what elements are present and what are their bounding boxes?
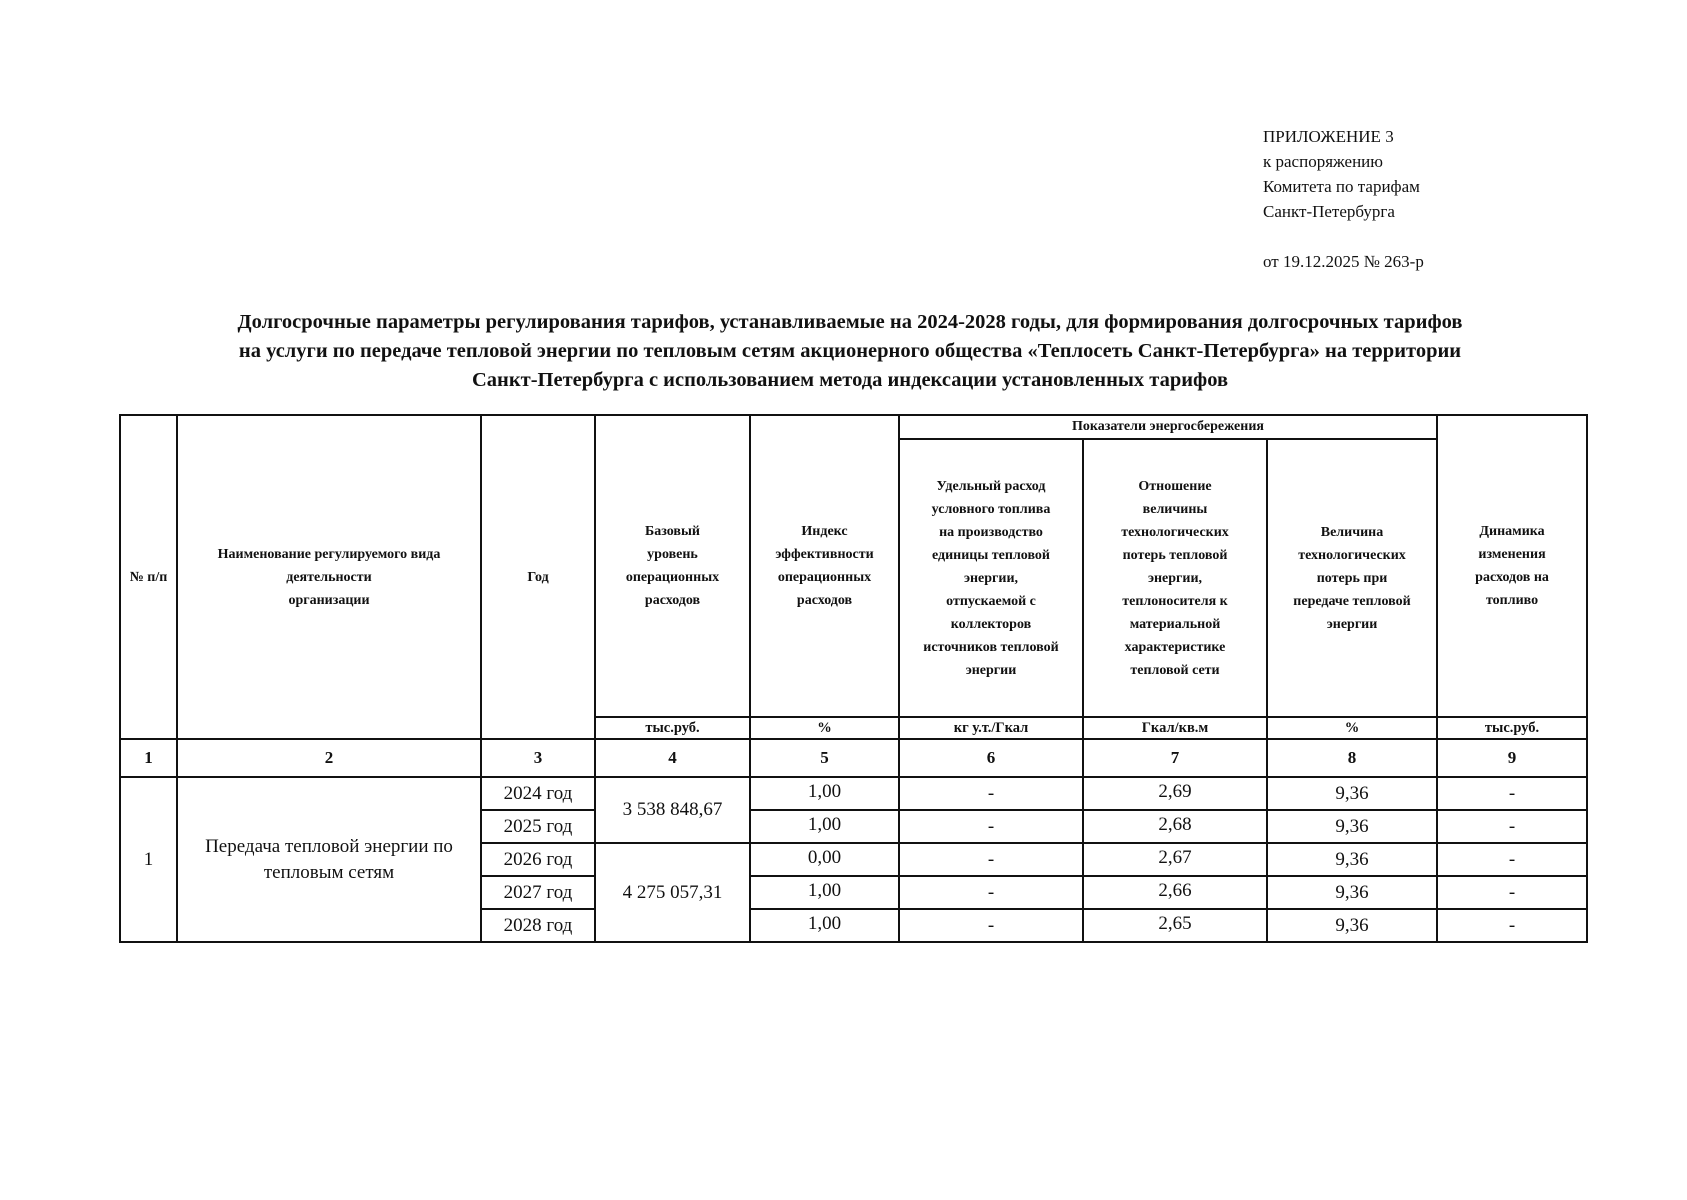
- col-number: 7: [1083, 739, 1267, 777]
- unit-loss: %: [1267, 717, 1437, 739]
- dyn-cell: -: [1437, 777, 1587, 810]
- ratio-cell: 2,68: [1083, 810, 1267, 843]
- base-opex-value: 3 538 848,67: [595, 777, 750, 843]
- index-cell: 1,00: [750, 810, 899, 843]
- year-cell: 2025 год: [481, 810, 595, 843]
- header-efficiency-index: Индекс эффективности операционных расходов: [750, 415, 899, 717]
- document-title: [120, 308, 1580, 395]
- fuel-cell: -: [899, 810, 1083, 843]
- loss-cell: 9,36: [1267, 777, 1437, 810]
- table-row: [120, 777, 1587, 810]
- dyn-cell: -: [1437, 810, 1587, 843]
- year-cell: 2024 год: [481, 777, 595, 810]
- appendix-block: [1263, 124, 1424, 274]
- unit-fuel: кг у.т./Гкал: [899, 717, 1083, 739]
- dyn-cell: -: [1437, 843, 1587, 876]
- appendix-committee: Комитета по тарифам: [1263, 177, 1420, 196]
- header-num: № п/п: [120, 415, 177, 739]
- unit-ratio: Гкал/кв.м: [1083, 717, 1267, 739]
- loss-cell: 9,36: [1267, 843, 1437, 876]
- col-number: 1: [120, 739, 177, 777]
- unit-base: тыс.руб.: [595, 717, 750, 739]
- activity-name: Передача тепловой энергии по тепловым сетям: [177, 777, 481, 942]
- col-number: 4: [595, 739, 750, 777]
- header-activity-name: Наименование регулируемого вида деятельности организации: [177, 415, 481, 739]
- header-loss-ratio: Отношение величины технологических потерь тепловой энергии, теплоносителя к материальной характеристике тепловой сети: [1083, 439, 1267, 717]
- header-tech-losses: Величина технологических потерь при передаче тепловой энергии: [1267, 439, 1437, 717]
- appendix-date: от 19.12.2025 № 263-р: [1263, 252, 1424, 271]
- ratio-cell: 2,67: [1083, 843, 1267, 876]
- dyn-cell: -: [1437, 876, 1587, 909]
- title-line: на услуги по передаче тепловой энергии по тепловым сетям акционерного общества «Теплосеть Санкт-Петербурга» на территории: [238, 340, 1462, 362]
- year-cell: 2026 год: [481, 843, 595, 876]
- fuel-cell: -: [899, 909, 1083, 942]
- header-energy-saving-group: Показатели энергосбережения: [899, 415, 1437, 439]
- appendix-order: к распоряжению: [1263, 152, 1383, 171]
- year-cell: 2027 год: [481, 876, 595, 909]
- col-number: 2: [177, 739, 481, 777]
- title-line: Санкт-Петербурга с использованием метода индексации установленных тарифов: [471, 369, 1229, 391]
- loss-cell: 9,36: [1267, 909, 1437, 942]
- appendix-city: Санкт-Петербурга: [1263, 202, 1395, 221]
- header-base-opex: Базовый уровень операционных расходов: [595, 415, 750, 717]
- unit-dyn: тыс.руб.: [1437, 717, 1587, 739]
- loss-cell: 9,36: [1267, 810, 1437, 843]
- row-number: 1: [120, 777, 177, 942]
- fuel-cell: -: [899, 777, 1083, 810]
- col-number: 9: [1437, 739, 1587, 777]
- unit-index: %: [750, 717, 899, 739]
- ratio-cell: 2,69: [1083, 777, 1267, 810]
- appendix-label: ПРИЛОЖЕНИЕ 3: [1263, 127, 1394, 146]
- fuel-cell: -: [899, 843, 1083, 876]
- loss-cell: 9,36: [1267, 876, 1437, 909]
- col-number: 3: [481, 739, 595, 777]
- index-cell: 0,00: [750, 843, 899, 876]
- tariff-parameters-table: [119, 414, 1588, 943]
- index-cell: 1,00: [750, 909, 899, 942]
- dyn-cell: -: [1437, 909, 1587, 942]
- header-year: Год: [481, 415, 595, 739]
- index-cell: 1,00: [750, 777, 899, 810]
- title-line: Долгосрочные параметры регулирования тарифов, устанавливаемые на 2024-2028 годы, для формирования долгосрочных тарифов: [237, 311, 1463, 333]
- col-number: 5: [750, 739, 899, 777]
- col-number: 8: [1267, 739, 1437, 777]
- col-number: 6: [899, 739, 1083, 777]
- index-cell: 1,00: [750, 876, 899, 909]
- fuel-cell: -: [899, 876, 1083, 909]
- base-opex-value: 4 275 057,31: [595, 843, 750, 942]
- year-cell: 2028 год: [481, 909, 595, 942]
- ratio-cell: 2,66: [1083, 876, 1267, 909]
- ratio-cell: 2,65: [1083, 909, 1267, 942]
- header-fuel-dynamics: Динамика изменения расходов на топливо: [1437, 415, 1587, 717]
- header-specific-fuel: Удельный расход условного топлива на производство единицы тепловой энергии, отпускаемой с коллекторов источников тепловой энергии: [899, 439, 1083, 717]
